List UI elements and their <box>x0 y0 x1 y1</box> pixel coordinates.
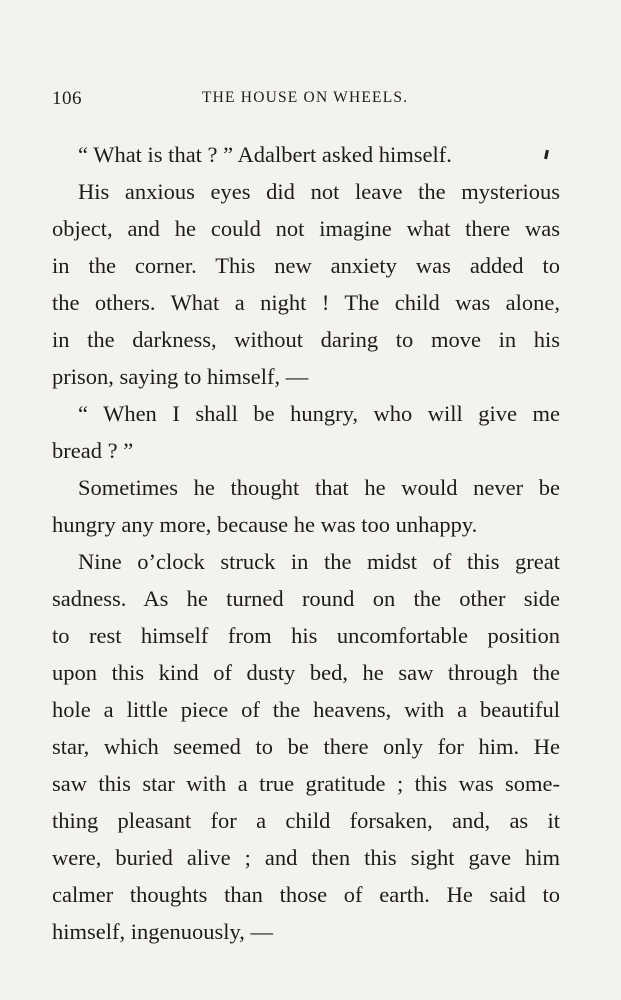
page-number: 106 <box>52 88 82 109</box>
text-line: His anxious eyes did not leave the mysterious <box>78 179 560 204</box>
text-line: prison, saying to himself, — <box>52 364 309 389</box>
text-line: Sometimes he thought that he would never be <box>78 475 560 500</box>
text-line: hungry any more, because he was too unhappy. <box>52 512 478 537</box>
text-line: hole a little piece of the heavens, with a beautiful <box>52 697 560 722</box>
text-line: saw this star with a true gratitude ; this was some- <box>52 771 560 796</box>
running-head <box>52 88 560 110</box>
text-line: bread ? ” <box>52 438 134 463</box>
body-text <box>52 136 560 950</box>
text-line: “ What is that ? ” Adalbert asked himself. <box>78 142 452 167</box>
running-title: THE HOUSE ON WHEELS. <box>202 89 409 106</box>
text-line: star, which seemed to be there only for him. He <box>52 734 560 759</box>
text-line: “ When I shall be hungry, who will give me <box>78 401 560 426</box>
text-line: thing pleasant for a child forsaken, and, as it <box>52 808 560 833</box>
text-line: to rest himself from his uncomfortable position <box>52 623 560 648</box>
text-line: himself, ingenuously, — <box>52 919 274 944</box>
text-line: the others. What a night ! The child was alone, <box>52 290 560 315</box>
text-line: Nine o’clock struck in the midst of this great <box>78 549 560 574</box>
text-line: sadness. As he turned round on the other side <box>52 586 560 611</box>
text-line: calmer thoughts than those of earth. He said to <box>52 882 560 907</box>
text-line: upon this kind of dusty bed, he saw through the <box>52 660 560 685</box>
text-line: in the darkness, without daring to move in his <box>52 327 560 352</box>
text-line: were, buried alive ; and then this sight gave him <box>52 845 560 870</box>
text-line: object, and he could not imagine what there was <box>52 216 560 241</box>
text-line: in the corner. This new anxiety was added to <box>52 253 560 278</box>
